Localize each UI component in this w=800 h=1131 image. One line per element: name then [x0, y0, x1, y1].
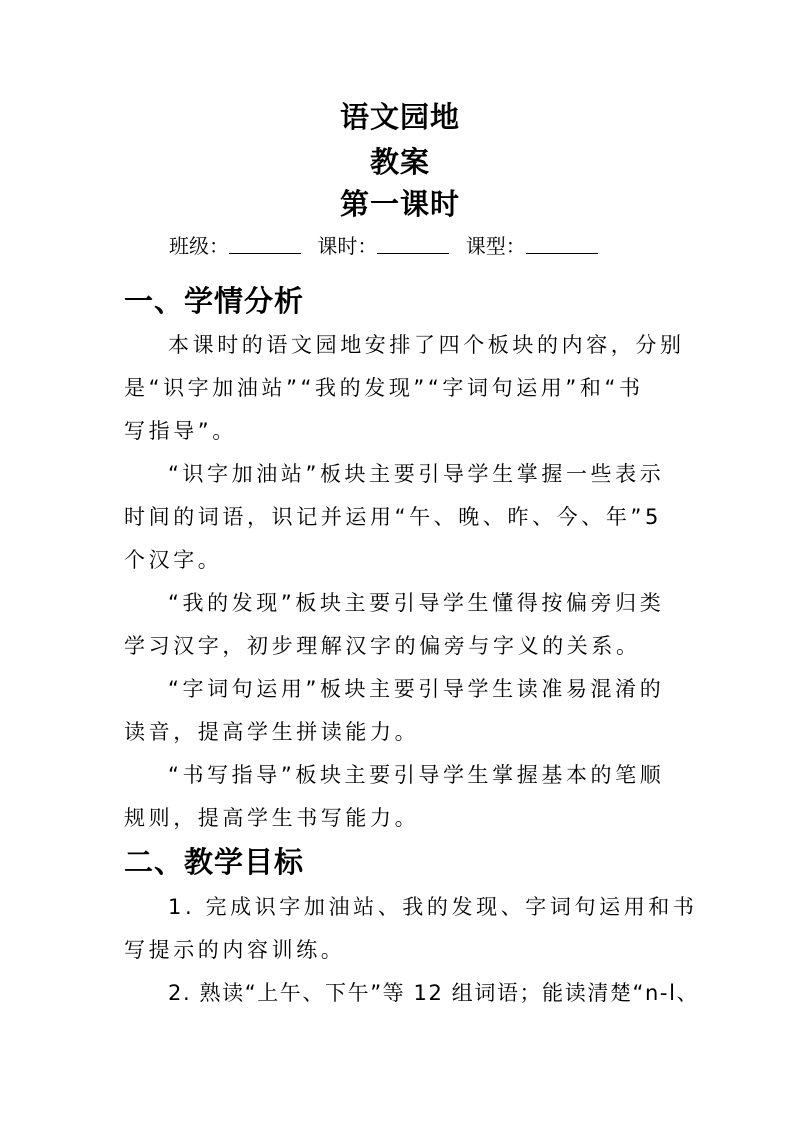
paragraph-line: 读音，提高学生拼读能力。	[124, 720, 420, 744]
class-blank	[229, 231, 301, 254]
period-label: 课时：	[317, 234, 378, 258]
paragraph-line: 规则，提高学生书写能力。	[124, 806, 420, 830]
paragraph-line: 学习汉字，初步理解汉字的偏旁与字义的关系。	[124, 634, 641, 658]
paragraph-line: 本课时的语文园地安排了四个板块的内容，分别	[168, 333, 685, 357]
objective-line: 2. 熟读“上午、下午”等 12 组词语；能读清楚“n-l、	[168, 981, 700, 1005]
paragraph-line: 个汉字。	[124, 548, 223, 572]
section-heading-analysis: 一、学情分析	[124, 284, 305, 318]
lesson-title: 第一课时	[339, 187, 460, 221]
document-subtitle: 教案	[369, 145, 430, 179]
class-label: 班级：	[169, 234, 229, 258]
objective-line: 1. 完成识字加油站、我的发现、字词句运用和书	[168, 895, 698, 919]
paragraph-line: “我的发现”板块主要引导学生懂得按偏旁归类	[168, 591, 665, 615]
paragraph-line: 写指导”。	[124, 419, 237, 443]
paragraph-line: 时间的词语，识记并运用“午、晚、昨、今、年”5	[124, 505, 662, 529]
objective-line: 写提示的内容训练。	[124, 938, 346, 962]
paragraph-line: “字词句运用”板块主要引导学生读准易混淆的	[168, 677, 665, 701]
class-info-row	[169, 231, 608, 261]
type-blank	[526, 231, 598, 254]
paragraph-line: 是“识字加油站”“我的发现”“字词句运用”和“书	[124, 376, 644, 400]
section-heading-objectives: 二、教学目标	[124, 845, 305, 879]
paragraph-line: “书写指导”板块主要引导学生掌握基本的笔顺	[168, 763, 665, 787]
period-blank	[377, 231, 449, 254]
paragraph-line: “识字加油站”板块主要引导学生掌握一些表示	[168, 462, 665, 486]
type-label: 课型：	[465, 234, 526, 258]
document-title: 语文园地	[339, 100, 460, 134]
